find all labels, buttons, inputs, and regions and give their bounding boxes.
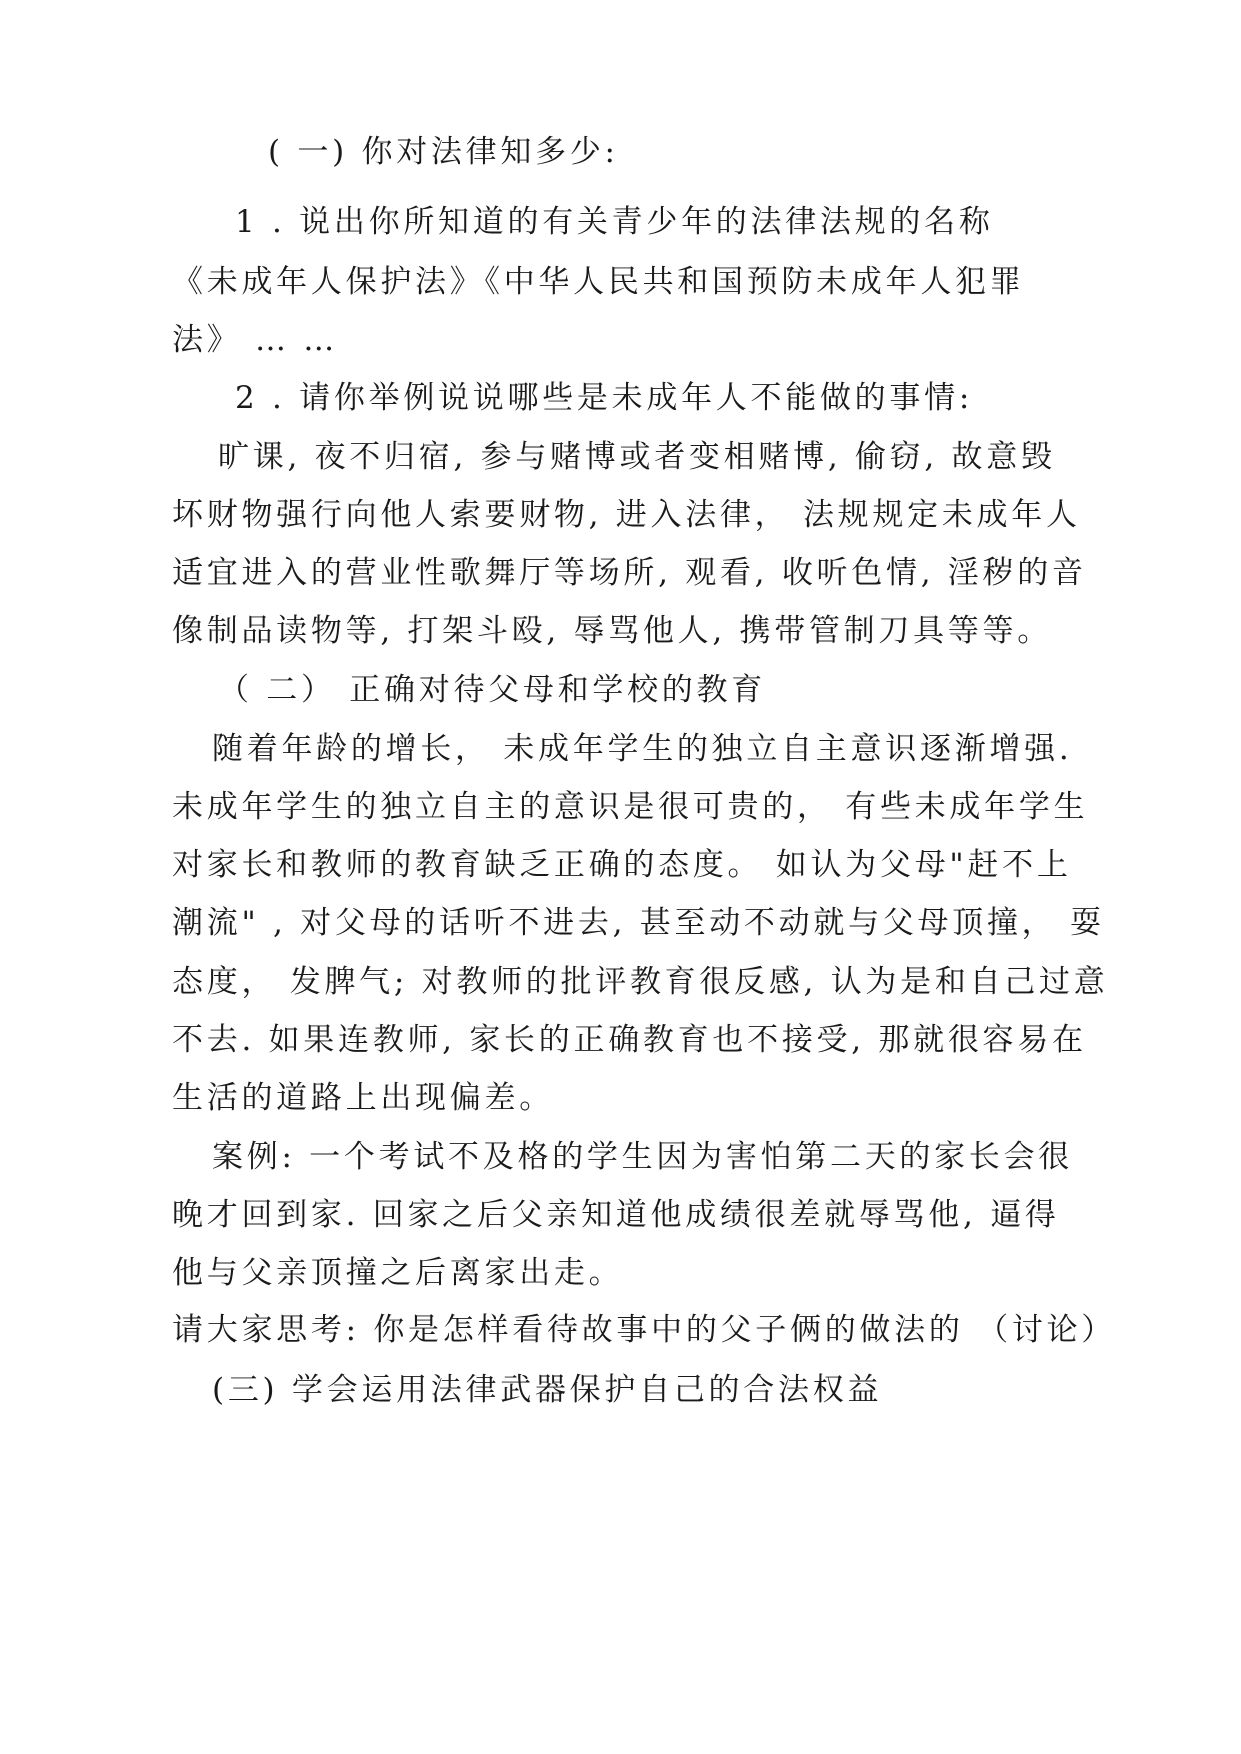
question-2: 2 . 请你举例说说哪些是未成年人不能做的事情: xyxy=(235,380,974,416)
answer-1-line-1: 《未成年人保护法》《中华人民共和国预防未成年人犯罪 xyxy=(172,264,1025,300)
section-2-heading: （ 二） 正确对待父母和学校的教育 xyxy=(218,672,766,708)
answer-2-line-3: 适宜进入的营业性歌舞厅等场所, 观看, 收听色情, 淫秽的音 xyxy=(172,555,1087,591)
section-3-heading: (三) 学会运用法律武器保护自己的合法权益 xyxy=(212,1372,883,1408)
case-line-3: 他与父亲顶撞之后离家出走。 xyxy=(172,1255,624,1291)
discussion-prompt: 请大家思考: 你是怎样看待故事中的父子俩的做法的 （讨论） xyxy=(172,1312,1117,1348)
paragraph-line-5: 态度， 发脾气; 对教师的批评教育很反感, 认为是和自己过意 xyxy=(172,964,1109,1000)
paragraph-line-2: 未成年学生的独立自主的意识是很可贵的， 有些未成年学生 xyxy=(172,789,1089,825)
case-line-2: 晚才回到家. 回家之后父亲知道他成绩很差就辱骂他, 逼得 xyxy=(172,1197,1060,1233)
answer-2-line-1: 旷课, 夜不归宿, 参与赌博或者变相赌博, 偷窃, 故意毁 xyxy=(218,439,1056,475)
answer-1-line-2: 法》 … … xyxy=(172,322,339,358)
paragraph-line-7: 生活的道路上出现偏差。 xyxy=(172,1080,554,1116)
answer-2-line-2: 坏财物强行向他人索要财物, 进入法律， 法规规定未成年人 xyxy=(172,497,1081,533)
question-1: 1 . 说出你所知道的有关青少年的法律法规的名称 xyxy=(235,204,994,240)
answer-2-line-4: 像制品读物等, 打架斗殴, 辱骂他人, 携带管制刀具等等。 xyxy=(172,613,1053,649)
section-1-heading: ( 一) 你对法律知多少: xyxy=(268,134,619,170)
paragraph-line-4: 潮流" , 对父母的话听不进去, 甚至动不动就与父母顶撞， 耍 xyxy=(172,905,1105,941)
case-line-1: 案例: 一个考试不及格的学生因为害怕第二天的家长会很 xyxy=(212,1139,1074,1175)
paragraph-line-1: 随着年龄的增长， 未成年学生的独立自主意识逐渐增强. xyxy=(212,731,1073,767)
paragraph-line-6: 不去. 如果连教师, 家长的正确教育也不接受, 那就很容易在 xyxy=(172,1022,1087,1058)
paragraph-line-3: 对家长和教师的教育缺乏正确的态度。 如认为父母"赶不上 xyxy=(172,847,1072,883)
